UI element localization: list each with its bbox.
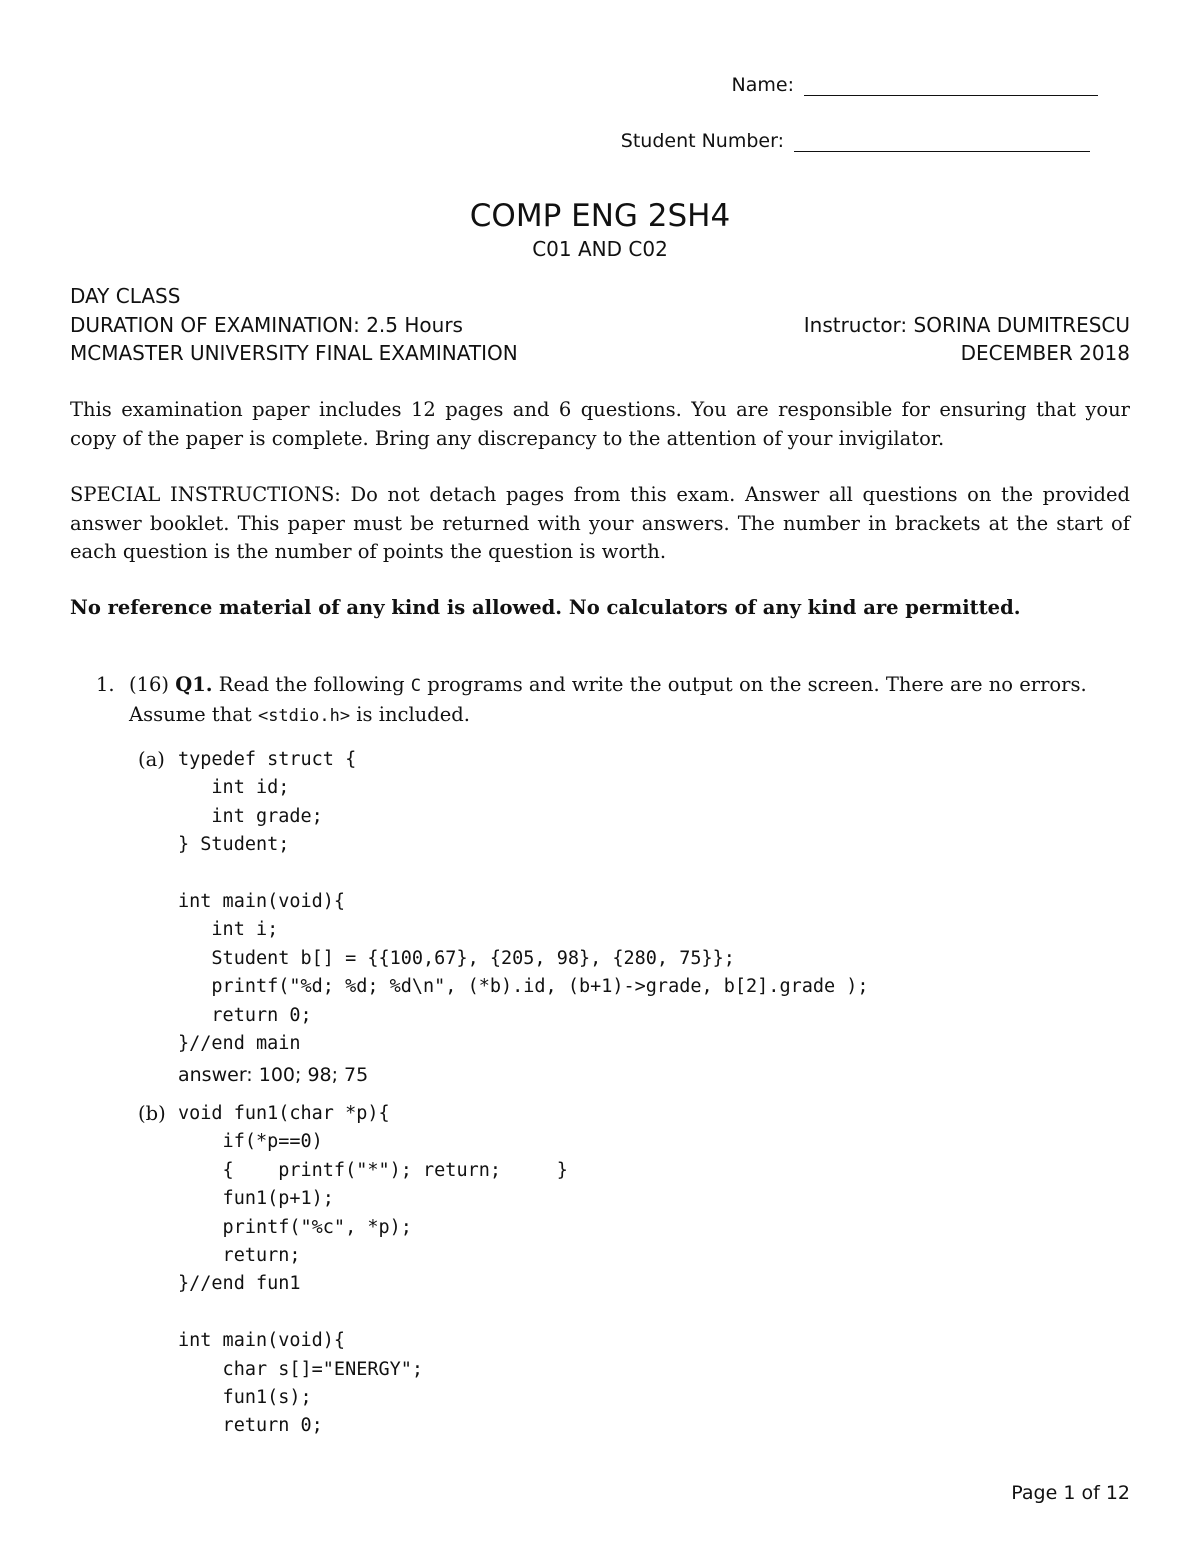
- c-language-word: C: [410, 676, 422, 696]
- university: MCMASTER UNIVERSITY FINAL EXAMINATION: [70, 341, 518, 365]
- code-line: fun1(s);: [178, 1387, 312, 1409]
- code-line: typedef struct {: [178, 749, 357, 770]
- code-line: }//end fun1: [178, 1273, 301, 1295]
- question-label: Q1.: [175, 673, 213, 696]
- question-number: 1.: [96, 673, 115, 696]
- code-line: int i;: [178, 919, 279, 941]
- no-reference-notice: No reference material of any kind is allowed. No calculators of any kind are permitted.: [70, 596, 1021, 619]
- code-line: return 0;: [178, 1415, 323, 1437]
- code-line: } Student;: [178, 834, 290, 856]
- course-sections: C01 AND C02: [532, 237, 668, 261]
- stdio-header: <stdio.h>: [257, 705, 351, 726]
- name-label: Name:: [731, 74, 794, 96]
- student-number-blank-line[interactable]: [794, 133, 1090, 152]
- part-a-answer: answer: 100; 98; 75: [178, 1064, 369, 1086]
- code-line: int main(void){: [178, 891, 346, 913]
- code-line: char s[]="ENERGY";: [178, 1358, 424, 1380]
- code-line: return;: [178, 1245, 301, 1267]
- code-line: { printf("*"); return; }: [178, 1159, 568, 1181]
- part-b-code: [178, 1100, 568, 1441]
- question-text-2: programs and write the output on the screen. There are no errors. Assume that: [129, 673, 1087, 726]
- question-1: [96, 671, 1130, 730]
- code-line: fun1(p+1);: [178, 1188, 334, 1210]
- code-line: void fun1(char *p){: [178, 1103, 390, 1124]
- code-line: printf("%d; %d; %d\n", (*b).id, (b+1)->grade, b[2].grade );: [178, 976, 869, 998]
- part-a-label: (a): [138, 748, 165, 771]
- intro-paragraph: This examination paper includes 12 pages and 6 questions. You are responsible for ensuring that your copy of the paper is complete. Bring any discrepancy to the attention of your invigilator.: [70, 398, 1130, 450]
- code-line: Student b[] = {{100,67}, {205, 98}, {280, 75}};: [178, 947, 735, 969]
- course-title: COMP ENG 2SH4: [469, 198, 731, 234]
- part-a-code: [178, 746, 869, 1058]
- code-line: int id;: [178, 777, 290, 799]
- code-line: printf("%c", *p);: [178, 1216, 412, 1238]
- question-text-3: is included.: [356, 702, 470, 726]
- exam-info: [70, 282, 1130, 368]
- exam-date: DECEMBER 2018: [960, 341, 1130, 365]
- question-text-1: Read the following: [218, 673, 405, 696]
- code-line: return 0;: [178, 1004, 312, 1026]
- student-number-label: Student Number:: [620, 130, 784, 152]
- code-line: }//end main: [178, 1033, 301, 1055]
- code-line: if(*p==0): [178, 1131, 323, 1153]
- duration: DURATION OF EXAMINATION: 2.5 Hours: [70, 312, 463, 337]
- name-blank-line[interactable]: [804, 77, 1098, 96]
- code-line: int grade;: [178, 805, 323, 827]
- day-class: DAY CLASS: [70, 284, 181, 308]
- instructor: Instructor: SORINA DUMITRESCU: [803, 312, 1130, 337]
- question-points: (16): [129, 673, 170, 696]
- code-line: int main(void){: [178, 1330, 346, 1352]
- name-field: [732, 74, 1098, 96]
- student-number-field: [621, 130, 1090, 152]
- page-number: Page 1 of 12: [1011, 1482, 1130, 1504]
- special-instructions: SPECIAL INSTRUCTIONS: Do not detach pages from this exam. Answer all questions on the provided answer booklet. This paper must be returned with your answers. The number in brackets at the start of each question is the number of points the question is worth.: [70, 483, 1130, 563]
- part-b-label: (b): [138, 1102, 166, 1125]
